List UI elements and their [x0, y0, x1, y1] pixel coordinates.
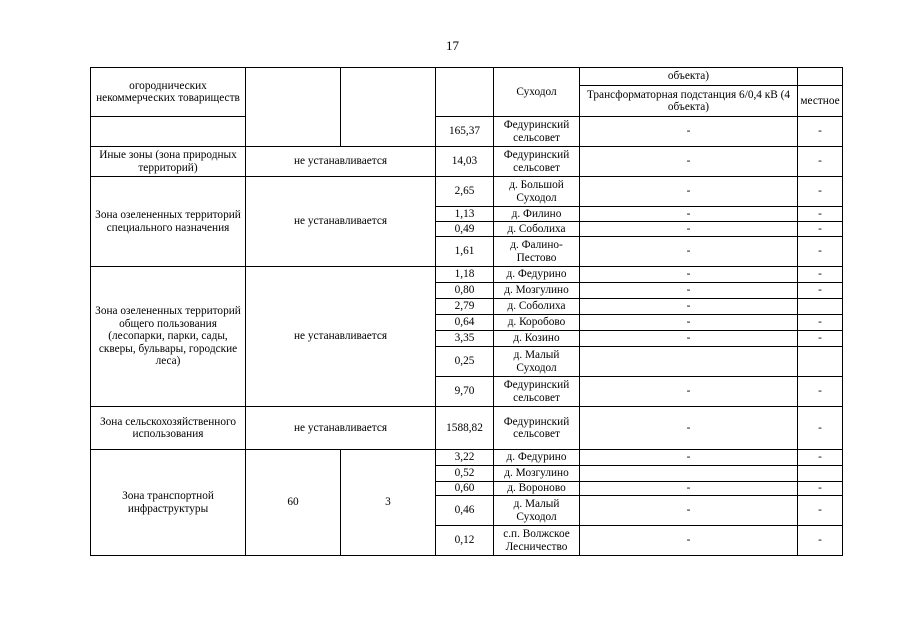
- object-cell: -: [580, 377, 798, 407]
- settlement-cell: д. Коробово: [494, 315, 580, 331]
- zone-name-cell: [91, 117, 246, 147]
- area-cell: 2,79: [436, 299, 494, 315]
- parameter-cell: 3: [341, 450, 436, 556]
- object-cell: -: [580, 283, 798, 299]
- significance-cell: [798, 68, 843, 86]
- object-cell: -: [580, 450, 798, 466]
- settlement-cell: д. Мозгулино: [494, 283, 580, 299]
- object-cell: -: [580, 315, 798, 331]
- table-row: [91, 147, 843, 177]
- area-cell: 0,52: [436, 466, 494, 482]
- table-row: [91, 177, 843, 207]
- object-cell: -: [580, 222, 798, 237]
- object-cell: -: [580, 177, 798, 207]
- significance-cell: -: [798, 267, 843, 283]
- table-row: [91, 117, 843, 147]
- object-cell: -: [580, 407, 798, 450]
- object-cell: объекта): [580, 68, 798, 86]
- settlement-cell: Суходол: [494, 68, 580, 117]
- page-number: 17: [446, 38, 459, 53]
- area-cell: 14,03: [436, 147, 494, 177]
- area-cell: 0,60: [436, 482, 494, 496]
- parameter-cell: [341, 68, 436, 147]
- settlement-cell: Федуринский сельсовет: [494, 147, 580, 177]
- significance-cell: [798, 466, 843, 482]
- settlement-cell: д. Козино: [494, 331, 580, 347]
- object-cell: -: [580, 526, 798, 556]
- significance-cell: -: [798, 526, 843, 556]
- significance-cell: -: [798, 377, 843, 407]
- area-cell: 0,12: [436, 526, 494, 556]
- object-cell: -: [580, 267, 798, 283]
- significance-cell: -: [798, 147, 843, 177]
- area-cell: 0,80: [436, 283, 494, 299]
- area-cell: 2,65: [436, 177, 494, 207]
- settlement-cell: д. Малый Суходол: [494, 347, 580, 377]
- area-cell: 1588,82: [436, 407, 494, 450]
- object-cell: -: [580, 117, 798, 147]
- zone-name-cell: огороднических некоммерческих товариществ: [91, 68, 246, 117]
- settlement-cell: д. Соболиха: [494, 299, 580, 315]
- table-row: [91, 267, 843, 283]
- area-cell: [436, 68, 494, 117]
- parameter-cell: [246, 68, 341, 147]
- table-row: [91, 407, 843, 450]
- object-cell: -: [580, 207, 798, 222]
- significance-cell: -: [798, 177, 843, 207]
- settlement-cell: д. Соболиха: [494, 222, 580, 237]
- settlement-cell: с.п. Волжское Лесничество: [494, 526, 580, 556]
- area-cell: 1,13: [436, 207, 494, 222]
- zone-name-cell: Зона озелененных территорий специального назначения: [91, 177, 246, 267]
- area-cell: 0,25: [436, 347, 494, 377]
- settlement-cell: д. Федурино: [494, 267, 580, 283]
- object-cell: -: [580, 147, 798, 177]
- settlement-cell: Федуринский сельсовет: [494, 117, 580, 147]
- settlement-cell: д. Фалино-Пестово: [494, 237, 580, 267]
- parameter-cell: не устанавливается: [246, 177, 436, 267]
- settlement-cell: Федуринский сельсовет: [494, 377, 580, 407]
- area-cell: 3,22: [436, 450, 494, 466]
- significance-cell: -: [798, 117, 843, 147]
- significance-cell: [798, 347, 843, 377]
- significance-cell: -: [798, 237, 843, 267]
- object-cell: -: [580, 331, 798, 347]
- zones-table: [90, 67, 843, 556]
- significance-cell: -: [798, 207, 843, 222]
- settlement-cell: д. Мозгулино: [494, 466, 580, 482]
- significance-cell: -: [798, 283, 843, 299]
- area-cell: 3,35: [436, 331, 494, 347]
- significance-cell: -: [798, 407, 843, 450]
- area-cell: 165,37: [436, 117, 494, 147]
- significance-cell: местное: [798, 86, 843, 117]
- parameter-cell: 60: [246, 450, 341, 556]
- area-cell: 0,49: [436, 222, 494, 237]
- settlement-cell: д. Вороново: [494, 482, 580, 496]
- significance-cell: [798, 299, 843, 315]
- zone-name-cell: Зона озелененных территорий общего пользования (лесопарки, парки, сады, скверы, бульвары, городские леса): [91, 267, 246, 407]
- zone-name-cell: Иные зоны (зона природных территорий): [91, 147, 246, 177]
- object-cell: Трансформаторная подстанция 6/0,4 кВ (4 объекта): [580, 86, 798, 117]
- area-cell: 0,64: [436, 315, 494, 331]
- settlement-cell: Федуринский сельсовет: [494, 407, 580, 450]
- settlement-cell: д. Большой Суходол: [494, 177, 580, 207]
- area-cell: 0,46: [436, 496, 494, 526]
- object-cell: -: [580, 299, 798, 315]
- significance-cell: -: [798, 222, 843, 237]
- significance-cell: -: [798, 496, 843, 526]
- parameter-cell: не устанавливается: [246, 147, 436, 177]
- object-cell: [580, 347, 798, 377]
- zone-name-cell: Зона сельскохозяйственного использования: [91, 407, 246, 450]
- object-cell: -: [580, 482, 798, 496]
- area-cell: 1,61: [436, 237, 494, 267]
- area-cell: 1,18: [436, 267, 494, 283]
- settlement-cell: д. Федурино: [494, 450, 580, 466]
- table-row: [91, 450, 843, 466]
- parameter-cell: не устанавливается: [246, 267, 436, 407]
- significance-cell: -: [798, 450, 843, 466]
- area-cell: 9,70: [436, 377, 494, 407]
- significance-cell: -: [798, 482, 843, 496]
- significance-cell: -: [798, 331, 843, 347]
- object-cell: [580, 466, 798, 482]
- parameter-cell: не устанавливается: [246, 407, 436, 450]
- significance-cell: -: [798, 315, 843, 331]
- object-cell: -: [580, 496, 798, 526]
- table-row: [91, 68, 843, 86]
- object-cell: -: [580, 237, 798, 267]
- settlement-cell: д. Малый Суходол: [494, 496, 580, 526]
- settlement-cell: д. Филино: [494, 207, 580, 222]
- zone-name-cell: Зона транспортной инфраструктуры: [91, 450, 246, 556]
